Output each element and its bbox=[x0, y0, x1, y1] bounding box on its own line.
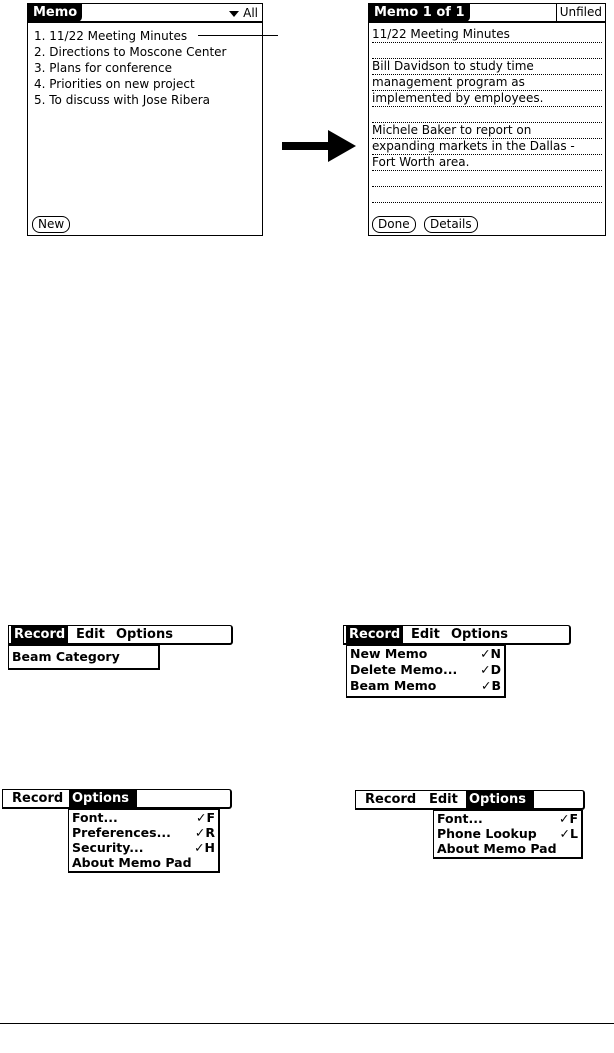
category-label[interactable]: Unfiled bbox=[556, 4, 605, 22]
menu-options[interactable]: Options bbox=[451, 627, 508, 642]
callout-line bbox=[198, 35, 278, 36]
menu-edit[interactable]: Edit bbox=[76, 627, 105, 642]
menu-item-about[interactable] bbox=[437, 841, 578, 857]
options-dropdown bbox=[68, 809, 220, 873]
menu-item-shortcut: ✓R bbox=[194, 825, 215, 840]
menu-bar bbox=[355, 790, 585, 810]
triangle-down-icon bbox=[229, 11, 239, 17]
menu-item-phone-lookup[interactable] bbox=[437, 826, 578, 842]
record-dropdown bbox=[8, 645, 160, 670]
menu-bar bbox=[8, 625, 233, 645]
text-ruled-line bbox=[372, 186, 602, 187]
menu-item-new-memo[interactable] bbox=[350, 646, 501, 662]
menu-item-label: Beam Memo bbox=[350, 678, 437, 693]
menu-item-label: Beam Category bbox=[12, 649, 120, 664]
memo-list-item[interactable]: 4. Priorities on new project bbox=[34, 77, 195, 91]
menu-item-shortcut: ✓F bbox=[558, 811, 578, 826]
details-button[interactable]: Details bbox=[424, 216, 478, 233]
memo-view-title: Memo 1 of 1 bbox=[369, 4, 470, 22]
menu-record[interactable]: Record bbox=[365, 792, 417, 807]
menu-item-preferences[interactable] bbox=[72, 825, 215, 841]
menu-item-label: About Memo Pad bbox=[437, 841, 557, 856]
menu-record[interactable]: Record bbox=[346, 626, 403, 643]
menu-item-label: Preferences... bbox=[72, 825, 171, 840]
record-dropdown bbox=[346, 645, 506, 698]
memo-text-line[interactable]: Michele Baker to report on bbox=[372, 123, 532, 137]
menu-item-font[interactable] bbox=[72, 810, 215, 826]
menu-options[interactable]: Options bbox=[116, 627, 173, 642]
done-button[interactable]: Done bbox=[372, 216, 416, 233]
page-divider bbox=[0, 1023, 614, 1024]
menu-item-label: Phone Lookup bbox=[437, 826, 537, 841]
title-underline bbox=[28, 21, 262, 23]
menu-item-label: Font... bbox=[437, 811, 483, 826]
menu-bar bbox=[2, 789, 232, 809]
menu-item-shortcut: ✓L bbox=[559, 826, 578, 841]
menu-item-label: Security... bbox=[72, 840, 144, 855]
memo-list-title: Memo bbox=[28, 4, 82, 22]
menu-item-about[interactable] bbox=[72, 855, 215, 871]
memo-view-screen bbox=[368, 3, 606, 236]
menu-item-label: Font... bbox=[72, 810, 118, 825]
menu-item-shortcut: ✓D bbox=[480, 662, 501, 677]
menu-bar bbox=[343, 625, 571, 645]
memo-text-line[interactable]: Bill Davidson to study time bbox=[372, 59, 534, 73]
options-dropdown bbox=[433, 810, 583, 859]
memo-text-line[interactable]: management program as bbox=[372, 75, 525, 89]
menu-item-shortcut: ✓N bbox=[480, 646, 501, 661]
memo-text-line[interactable]: Fort Worth area. bbox=[372, 155, 470, 169]
menu-item-beam-memo[interactable] bbox=[350, 678, 501, 694]
memo-list-item[interactable]: 3. Plans for conference bbox=[34, 61, 172, 75]
menu-item-security[interactable] bbox=[72, 840, 215, 856]
text-ruled-line bbox=[372, 42, 602, 43]
memo-list-item[interactable]: 1. 11/22 Meeting Minutes bbox=[34, 29, 188, 43]
text-ruled-line bbox=[372, 106, 602, 107]
menu-record[interactable]: Record bbox=[11, 626, 68, 643]
memo-text-line[interactable]: 11/22 Meeting Minutes bbox=[372, 27, 510, 41]
menu-item-shortcut: ✓H bbox=[194, 840, 215, 855]
text-ruled-line bbox=[372, 202, 602, 203]
menu-item-label: Delete Memo... bbox=[350, 662, 458, 677]
menu-options[interactable]: Options bbox=[69, 790, 137, 807]
menu-item-shortcut: ✓B bbox=[480, 678, 501, 693]
memo-list-item[interactable]: 5. To discuss with Jose Ribera bbox=[34, 93, 210, 107]
new-button[interactable]: New bbox=[32, 216, 70, 233]
menu-item-label: New Memo bbox=[350, 646, 428, 661]
menu-record[interactable]: Record bbox=[12, 791, 64, 806]
menu-edit[interactable]: Edit bbox=[411, 627, 440, 642]
menu-item-font[interactable] bbox=[437, 811, 578, 827]
menu-item-shortcut: ✓F bbox=[195, 810, 215, 825]
memo-text-line[interactable]: implemented by employees. bbox=[372, 91, 544, 105]
arrow-right-icon bbox=[282, 130, 358, 164]
memo-text-line[interactable]: expanding markets in the Dallas - bbox=[372, 139, 575, 153]
text-ruled-line bbox=[372, 170, 602, 171]
menu-item-beam-category[interactable] bbox=[12, 649, 155, 665]
menu-options[interactable]: Options bbox=[466, 791, 534, 808]
category-picker[interactable] bbox=[229, 4, 258, 22]
menu-item-delete-memo[interactable] bbox=[350, 662, 501, 678]
memo-list-item[interactable]: 2. Directions to Moscone Center bbox=[34, 45, 227, 59]
menu-item-label: About Memo Pad bbox=[72, 855, 192, 870]
category-picker-label: All bbox=[243, 6, 258, 20]
menu-edit[interactable]: Edit bbox=[429, 792, 458, 807]
memo-list-screen bbox=[27, 3, 263, 236]
